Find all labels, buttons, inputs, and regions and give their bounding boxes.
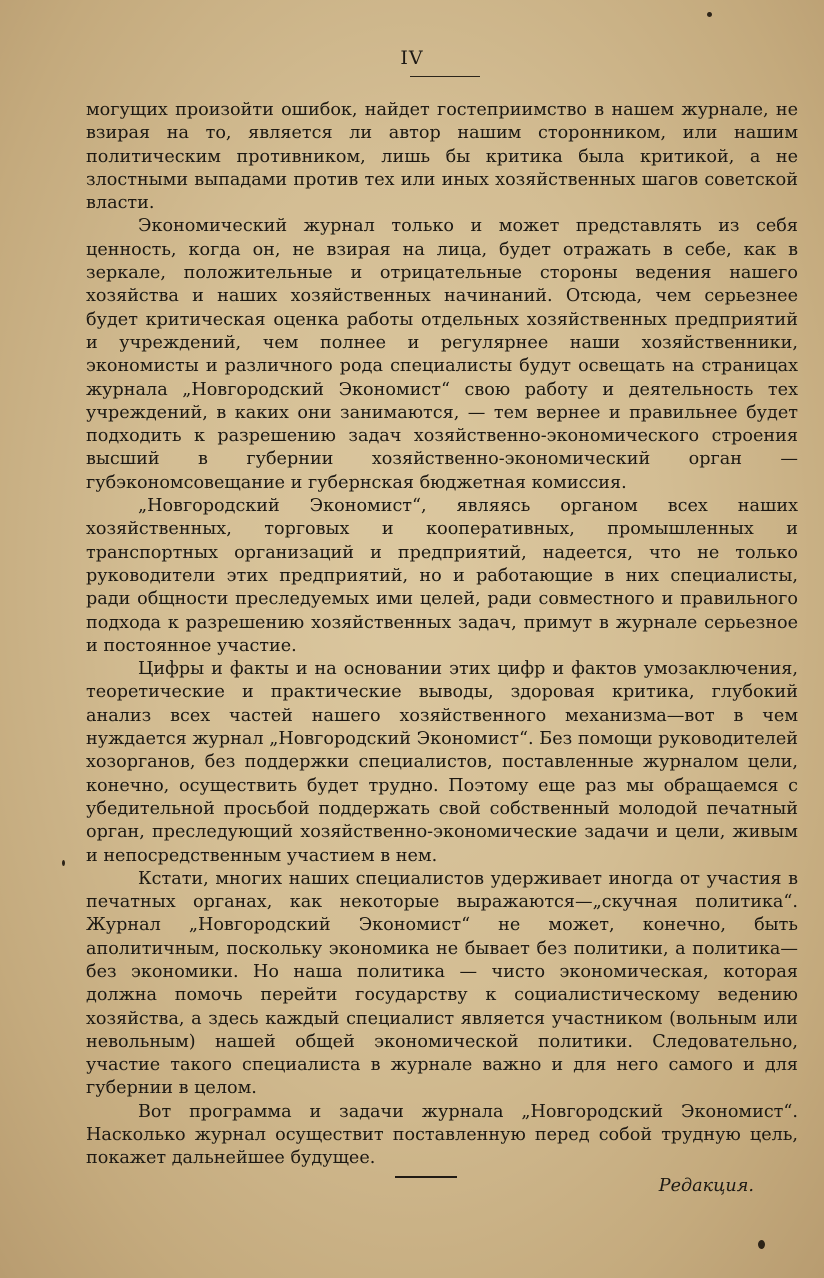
paragraph: могущих произойти ошибок, найдет гостеприимство в нашем журнале, не взирая на то, является ли автор нашим сторонником, или нашим политическим противником, лишь бы критика была критикой, а не злостными выпадами против тех или иных хозяйственных шагов советской власти. <box>86 100 798 214</box>
paragraph: Кстати, многих наших специалистов удерживает иногда от участия в печатных органах, как некоторые выражаются—„скучная политика“. Журнал „Новгородский Экономист“ не может, конечно, быть аполитичным, поскольку экономика не бывает без политики, а политика— без экономики. Но наша политика — чисто экономическая, которая должна помочь перейти государству к социалистическому ведению хозяйства, а здесь каждый специалист является участником (вольным или невольным) нашей общей экономической политики. Следовательно, участие такого специалиста в журнале важно и для него самого и для губернии в целом. <box>86 868 798 1099</box>
ink-spot <box>707 12 712 17</box>
paragraph: Цифры и факты и на основании этих цифр и фактов умозаключения, теоретические и практические выводы, здоровая критика, глубокий анализ всех частей нашего хозяйственного механизма—вот в чем нуждается журнал „Новгородский Экономист“. Без помощи руководителей хозорганов, без поддержки специалистов, поставленные журналом цели, конечно, осуществить будет трудно. Поэтому еще раз мы обращаемся с убедительной просьбой поддержать свой собственный молодой печатный орган, преследующий хозяйственно-экономические задачи и цели, живым и непосредственным участием в нем. <box>86 659 798 866</box>
paragraph: Экономический журнал только и может представлять из себя ценность, когда он, не взирая на лица, будет отражать в себе, как в зеркале, положительные и отрицательные стороны ведения нашего хозяйства и наших хозяйственных начинаний. Отсюда, чем серьезнее будет критическая оценка работы отдельных хозяйственных предприятий и учреждений, чем полнее и регулярнее наши хозяйственники, экономисты и различного рода специалисты будут освещать на страницах журнала „Новгородский Экономист“ свою работу и деятельность тех учреждений, в каких они занимаются, — тем вернее и правильнее будет подходить к разрешению задач хозяйственно-экономического строения высший в губернии хозяйственно-экономический орган — губэкономсовещание и губернская бюджетная комиссия. <box>86 216 798 493</box>
editorial-signature: Редакция. <box>658 1175 754 1196</box>
signature-row <box>86 1175 798 1198</box>
article-body <box>86 99 798 1198</box>
ink-spot <box>758 1240 765 1249</box>
page-number: IV <box>400 47 424 69</box>
ink-spot <box>62 860 65 866</box>
paragraph: „Новгородский Экономист“, являясь органом всех наших хозяйственных, торговых и кооперативных, промышленных и транспортных организаций и предприятий, надеется, что не только руководители этих предприятий, но и работающие в них специалисты, ради общности преследуемых ими целей, ради совместного и правильного подхода к разрешению хозяйственных задач, примут в журнале серьезное и постоянное участие. <box>86 496 798 656</box>
paragraph: Вот программа и задачи журнала „Новгородский Экономист“. Насколько журнал осуществит поставленную перед собой трудную цель, покажет дальнейшее будущее. <box>86 1101 798 1169</box>
header-rule <box>410 76 480 77</box>
footer-rule <box>395 1176 457 1178</box>
